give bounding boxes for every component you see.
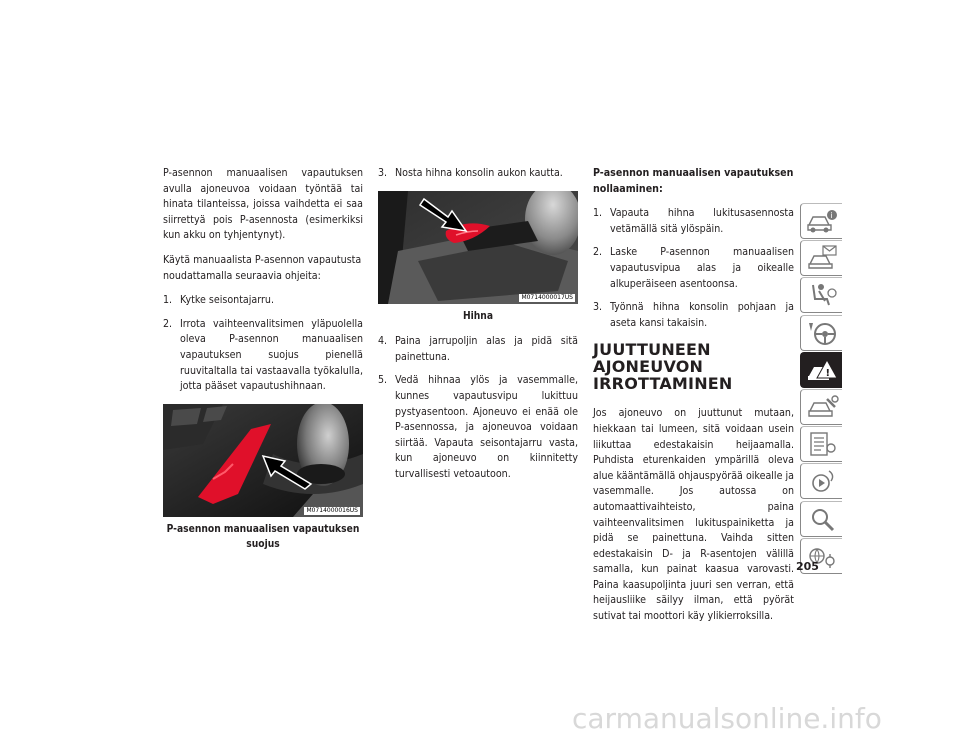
step-number: 2. [593,246,603,259]
step-item [378,166,578,182]
column-3 [593,166,794,634]
column-1 [163,166,363,563]
watermark-text[interactable]: carmanualsonline.info [572,702,882,735]
step-text: Kytke seisontajarru. [180,294,274,307]
tab-car-envelope[interactable] [800,240,842,276]
step-number: 3. [378,167,388,179]
release-cover-illustration [163,404,363,517]
step-text: Irrota vaihteenvalitsimen yläpuolella oleva P-asennon manuaalisen vapautuksen suojus pienellä ruuvitaltalla tai vastaavalla työkalulla, jotta pääset vapautushihnaan. [180,317,363,393]
figure-code: M0714000017US [521,293,573,301]
multimedia-icon [805,467,839,495]
step-number: 3. [593,301,603,314]
emergency-hazard-icon [805,356,839,384]
section-body: Jos ajoneuvo on juuttunut mutaan, hiekkaan tai lumeen, sitä voidaan usein liikuttaa edestakaisin heijaamalla. Puhdista eturenkaiden ympärillä oleva alue kääntämällä ohjauspyörää oikealle ja vasemmalle. Jos autossa on automaattivaihteisto, paina vaihteenvalitsimen lukituspainiketta ja pidä se painettuna. Vaihda sitten edestakaisin D- ja R-asentojen välillä samalla, kun painat kaasua varovasti. Paina kaasupoljinta juuri sen verran, että heijausliike säilyy ilman, että pyörät sutivat tai moottori käy ylikierroksilla. [593,407,794,623]
step-item [593,245,794,292]
section-heading-line: AJONEUVON [593,357,704,377]
tab-maintenance[interactable] [800,426,842,462]
chapter-tabs [800,203,842,575]
step-text: Vedä hihnaa ylös ja vasemmalle, kunnes vapautusvipu lukittuu pystyasentoon. Ajoneuvo ei enää ole P-asennossa, ja ajoneuvoa voidaan siirtää. Vapauta seisontajarru vasta, kun ajoneuvo on kiinnitetty turvallisesti vetoautoon. [395,374,578,480]
step-item [593,300,794,331]
steps-list-2b [378,334,578,482]
figure-code: M0714000016US [306,506,358,514]
step-number: 4. [378,335,388,348]
car-envelope-icon [805,244,839,272]
step-number: 1. [163,294,173,307]
section-heading [593,341,794,392]
steering-wheel-icon [805,319,839,347]
seat-safety-icon [805,281,839,309]
strap-illustration [378,191,578,304]
svg-text:!: ! [825,367,831,379]
step-item [163,317,363,395]
step-text: Laske P-asennon manuaalisen vapautusvipua alas ja oikealle alkuperäiseen asentoonsa. [610,246,794,290]
maintenance-list-icon [805,430,839,458]
figure-caption: Hihna [462,310,494,322]
step-text: Vapauta hihna lukitusasennosta vetämällä sitä ylöspäin. [610,207,794,235]
svg-text:i: i [830,211,833,220]
tab-seat-safety[interactable] [800,277,842,313]
instructions-lead: Käytä manuaalista P-asennon vapautusta noudattamalla seuraavia ohjeita: [163,253,362,282]
intro-paragraph: P-asennon manuaalisen vapautuksen avulla ajoneuvoa voidaan työntää tai hinata tilanteissa, joissa vaihdetta ei saa siirrettyä pois P-asennosta (esimerkiksi kun akku on tyhjentynyt). [163,167,363,242]
step-item [378,373,578,482]
step-item [163,293,363,309]
search-index-icon [805,505,839,533]
step-item [378,334,578,365]
step-item [593,206,794,237]
step-text: Nosta hihna konsolin aukon kautta. [395,167,563,179]
step-number: 1. [593,207,603,220]
tab-car-info[interactable] [800,203,842,239]
step-text: Paina jarrupoljin alas ja pidä sitä painettuna. [395,335,578,363]
car-service-icon [805,393,839,421]
figure-caption: P-asennon manuaalisen vapautuksen suojus [166,523,360,551]
strap-photo [378,191,578,304]
section-heading-line: JUUTTUNEEN [593,340,711,360]
step-number: 2. [163,317,173,330]
tab-emergency[interactable] [800,352,842,388]
page-number: 205 [796,560,819,573]
steps-list-1 [163,293,363,395]
tab-search-index[interactable] [800,501,842,537]
car-info-icon [805,207,839,235]
tab-car-service[interactable] [800,389,842,425]
steps-list-2a [378,166,578,182]
release-cover-photo [163,404,363,517]
step-number: 5. [378,374,388,387]
reset-subheading: P-asennon manuaalisen vapautuksen nollaaminen: [593,167,794,195]
step-text: Työnnä hihna konsolin pohjaan ja aseta kansi takaisin. [610,301,794,329]
column-2 [378,166,578,492]
section-heading-line: IRROTTAMINEN [593,374,733,394]
tab-steering[interactable] [800,315,842,351]
tab-multimedia[interactable] [800,463,842,499]
steps-list-3 [593,206,794,331]
